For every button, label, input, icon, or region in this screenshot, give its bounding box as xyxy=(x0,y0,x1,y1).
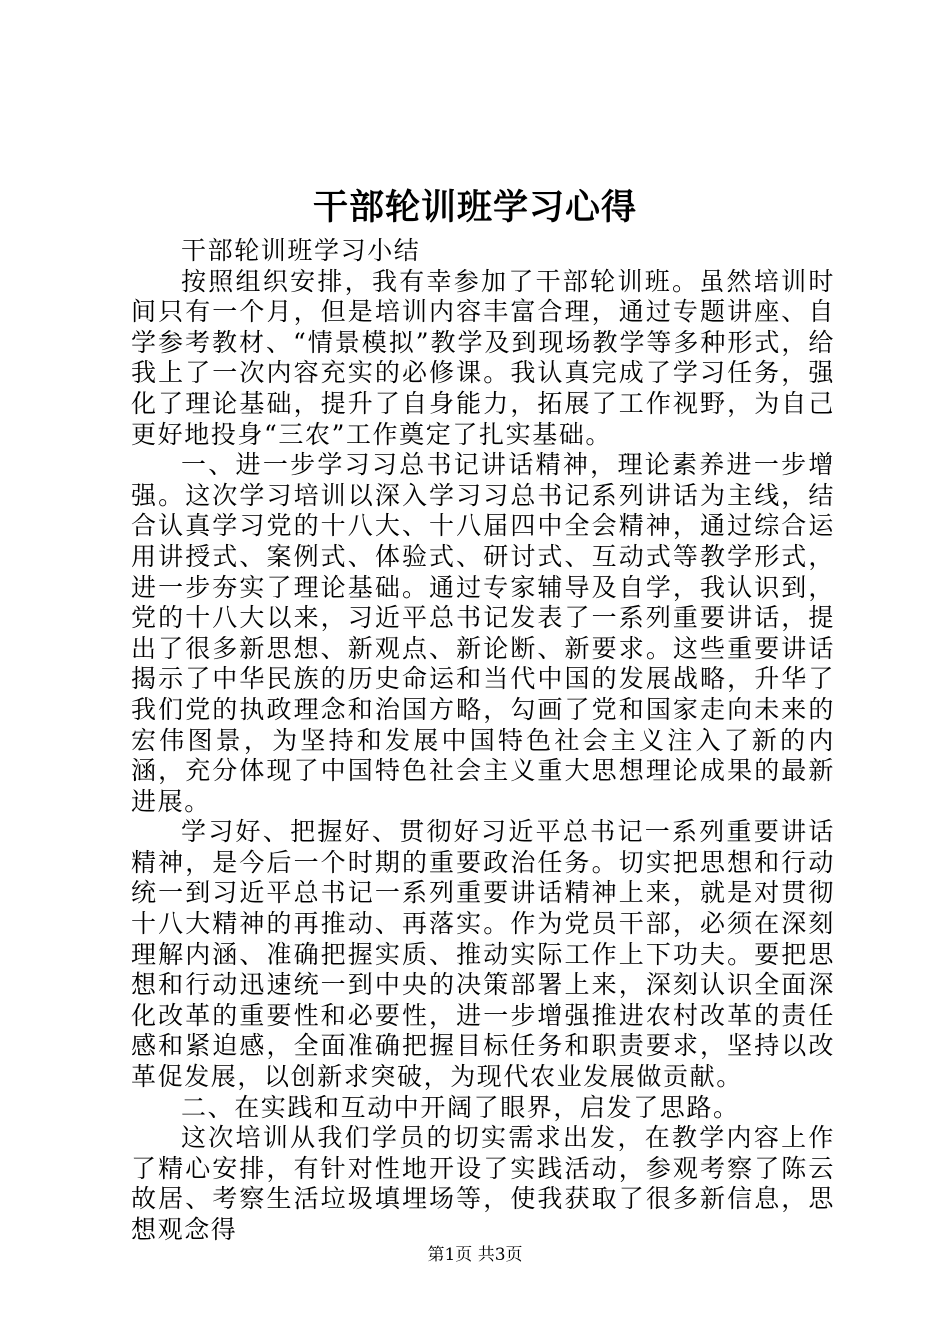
body-paragraph: 按照组织安排，我有幸参加了干部轮训班。虽然培训时间只有一个月，但是培训内容丰富合理，通过专题讲座、自学参考教材、“情景模拟”教学及到现场教学等多种形式，给我上了一次内容充实的必修课。我认真完成了学习任务，强化了理论基础，提升了自身能力，拓展了工作视野，为自己更好地投身“三农”工作奠定了扎实基础。 xyxy=(131,266,835,449)
document-title: 干部轮训班学习心得 xyxy=(312,187,637,228)
subtitle-paragraph: 干部轮训班学习小结 xyxy=(181,236,421,265)
page-footer: 第1页 共3页 xyxy=(427,1245,523,1265)
body-paragraph: 一、进一步学习习总书记讲话精神，理论素养进一步增强。这次学习培训以深入学习习总书记系列讲话为主线，结合认真学习党的十八大、十八届四中全会精神，通过综合运用讲授式、案例式、体验式、研讨式、互动式等教学形式，进一步夯实了理论基础。通过专家辅导及自学，我认识到，党的十八大以来，习近平总书记发表了一系列重要讲话，提出了很多新思想、新观点、新论断、新要求。这些重要讲话揭示了中华民族的历史命运和当代中国的发展战略，升华了我们党的执政理念和治国方略，勾画了党和国家走向未来的宏伟图景，为坚持和发展中国特色社会主义注入了新的内涵，充分体现了中国特色社会主义重大思想理论成果的最新进展。 xyxy=(131,450,835,816)
section-heading-paragraph: 二、在实践和互动中开阔了眼界，启发了思路。 xyxy=(181,1092,740,1122)
document-body xyxy=(131,236,835,1246)
body-paragraph: 学习好、把握好、贯彻好习近平总书记一系列重要讲话精神，是今后一个时期的重要政治任务。切实把思想和行动统一到习近平总书记一系列重要讲话精神上来，就是对贯彻十八大精神的再推动、再落实。作为党员干部，必须在深刻理解内涵、准确把握实质、推动实际工作上下功夫。要把思想和行动迅速统一到中央的决策部署上来，深刻认识全面深化改革的重要性和必要性，进一步增强推进农村改革的责任感和紧迫感，全面准确把握目标任务和职责要求，坚持以改革促发展，以创新求突破，为现代农业发展做贡献。 xyxy=(131,817,835,1092)
body-paragraph: 这次培训从我们学员的切实需求出发，在教学内容上作了精心安排，有针对性地开设了实践活动，参观考察了陈云故居、考察生活垃圾填埋场等，使我获取了很多新信息，思想观念得 xyxy=(131,1123,835,1244)
